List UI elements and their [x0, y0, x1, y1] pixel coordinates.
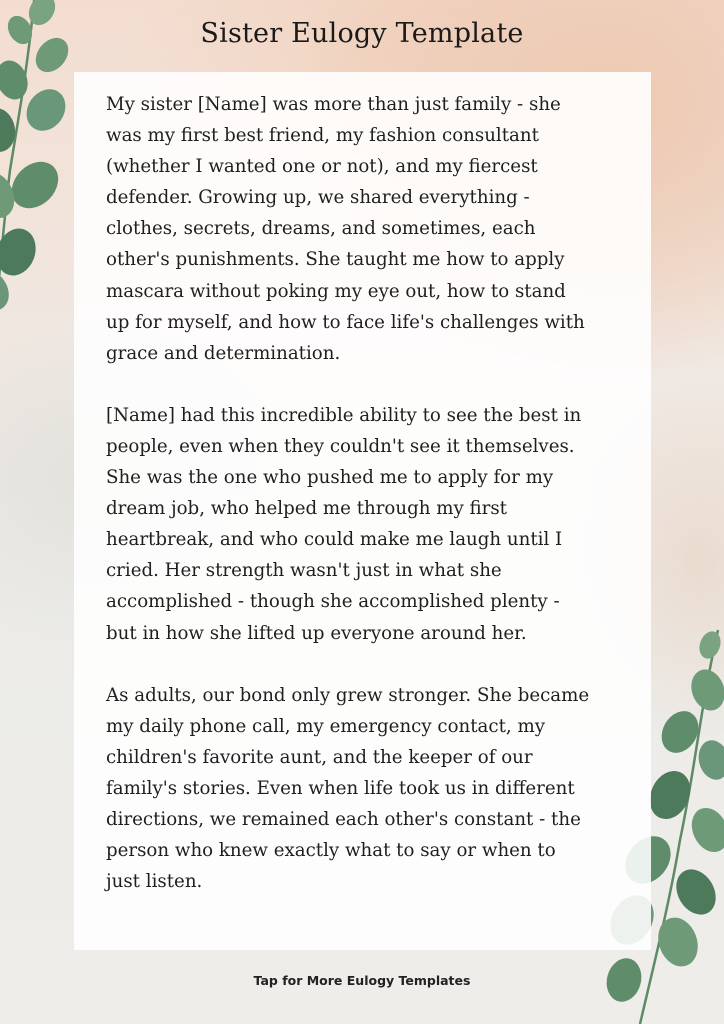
eulogy-body [106, 89, 626, 928]
paragraph-2: [Name] had this incredible ability to see the best in people, even when they couldn't see it themselves. She was the one who pushed me to apply for my dream job, who helped me through my first heartbreak, and who could make me laugh until I cried. Her strength wasn't just in what she accomplished - though she accomplished plenty - but in how she lifted up everyone around her. [106, 404, 582, 644]
paragraph-1: My sister [Name] was more than just family - she was my first best friend, my fashion consultant (whether I wanted one or not), and my fiercest defender. Growing up, we shared everything - clothes, secrets, dreams, and sometimes, each other's punishments. She taught me how to apply mascara without poking my eye out, how to stand up for myself, and how to face life's challenges with grace and determination. [106, 94, 585, 364]
page-title: Sister Eulogy Template [200, 18, 524, 49]
more-templates-link[interactable]: Tap for More Eulogy Templates [253, 973, 471, 988]
paragraph-3: As adults, our bond only grew stronger. She became my daily phone call, my emergency contact, my children's favorite aunt, and the keeper of our family's stories. Even when life took us in different directions, we remained each other's constant - the person who knew exactly what to say or when to just listen. [106, 684, 590, 893]
